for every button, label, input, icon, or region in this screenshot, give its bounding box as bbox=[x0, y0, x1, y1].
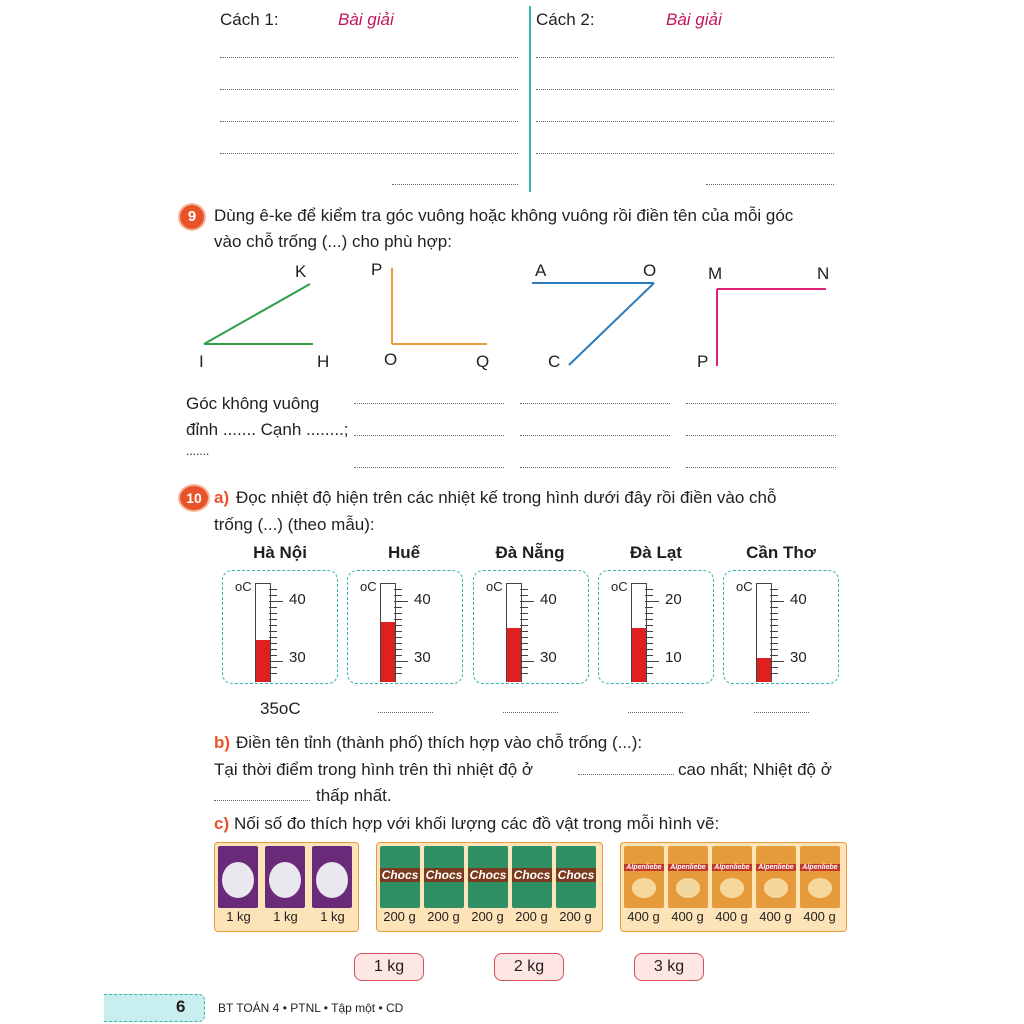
q10-part-b-line1: Điền tên tỉnh (thành phố) thích hợp vào chỗ trống (...): bbox=[236, 733, 643, 752]
column-divider bbox=[529, 6, 531, 192]
brand-label: Alpenliebe bbox=[624, 864, 664, 871]
weight-label: 400 g bbox=[715, 909, 748, 924]
label-n: N bbox=[817, 264, 830, 283]
tick-mark bbox=[269, 655, 277, 656]
tick-mark bbox=[394, 673, 402, 674]
city-ha-noi: Hà Nội bbox=[253, 543, 307, 562]
tick-mark bbox=[269, 643, 277, 644]
tick-mark bbox=[645, 619, 653, 620]
tick-mark bbox=[770, 613, 778, 614]
chocs-pack-icon bbox=[424, 846, 464, 908]
tick-mark bbox=[520, 649, 528, 650]
tick-mark bbox=[269, 673, 277, 674]
tick-mark bbox=[645, 631, 653, 632]
angle-mnp bbox=[717, 289, 826, 366]
label-a: A bbox=[535, 261, 547, 280]
thermometer bbox=[473, 570, 589, 684]
label-o1: O bbox=[384, 350, 398, 369]
q10-part-b-line2b: cao nhất; Nhiệt độ ở bbox=[678, 760, 832, 779]
page-number-tab bbox=[104, 994, 205, 1022]
tick-mark bbox=[770, 631, 778, 632]
tick-mark bbox=[645, 607, 653, 608]
city-can-tho: Cần Thơ bbox=[746, 543, 816, 562]
mercury-level bbox=[632, 628, 646, 682]
lowest-answer-line[interactable] bbox=[214, 800, 310, 801]
highest-answer-line[interactable] bbox=[578, 774, 674, 775]
angle-figures bbox=[180, 255, 860, 380]
q10-part-c-label: c) bbox=[214, 814, 230, 833]
tick-mark bbox=[520, 631, 528, 632]
scale-top-label: 40 bbox=[289, 591, 306, 608]
tick-mark bbox=[645, 625, 653, 626]
mercury-level bbox=[757, 658, 771, 682]
brand-label: Alpenliebe bbox=[668, 864, 708, 871]
tick-mark bbox=[645, 673, 653, 674]
tick-mark bbox=[269, 613, 277, 614]
q9-example-line1: Góc không vuông bbox=[186, 394, 320, 413]
tick-mark bbox=[770, 643, 778, 644]
tick-mark bbox=[520, 667, 528, 668]
tick-mark bbox=[269, 667, 277, 668]
page-number: 6 bbox=[176, 997, 186, 1016]
angle-poq bbox=[392, 268, 487, 344]
rice-bags-group[interactable] bbox=[214, 842, 359, 932]
scale-top-label: 40 bbox=[790, 591, 807, 608]
way1-label: Cách 1: bbox=[220, 10, 279, 29]
unit-label: oC bbox=[235, 579, 252, 594]
label-h: H bbox=[317, 352, 330, 371]
tick-mark bbox=[394, 649, 402, 650]
tick-mark bbox=[394, 595, 402, 596]
tick-mark bbox=[269, 637, 277, 638]
tick-mark bbox=[394, 625, 402, 626]
tick-mark bbox=[645, 661, 659, 662]
tick-mark bbox=[770, 667, 778, 668]
label-o2: O bbox=[643, 261, 657, 280]
brand-label: Alpenliebe bbox=[712, 864, 752, 871]
brand-label: Chocs bbox=[557, 868, 595, 882]
tick-mark bbox=[520, 619, 528, 620]
scale-bottom-label: 30 bbox=[540, 649, 557, 666]
tick-mark bbox=[520, 655, 528, 656]
city-da-nang: Đà Nẵng bbox=[495, 543, 565, 562]
tick-mark bbox=[394, 601, 408, 602]
thermometer bbox=[347, 570, 463, 684]
weight-label: 200 g bbox=[383, 909, 416, 924]
tick-mark bbox=[770, 673, 778, 674]
tick-mark bbox=[394, 655, 402, 656]
q10-part-a-line1: Đọc nhiệt độ hiện trên các nhiệt kế trong hình dưới đây rồi điền vào chỗ bbox=[236, 488, 777, 507]
tick-mark bbox=[394, 661, 408, 662]
tick-mark bbox=[645, 595, 653, 596]
tick-mark bbox=[770, 607, 778, 608]
mercury-level bbox=[256, 640, 270, 682]
q9-text-line1: Dùng ê-ke để kiểm tra góc vuông hoặc không vuông rồi điền tên của mỗi góc bbox=[214, 206, 794, 225]
tick-mark bbox=[269, 595, 277, 596]
brand-label: Chocs bbox=[513, 868, 551, 882]
city-da-lat: Đà Lạt bbox=[630, 543, 682, 562]
tick-mark bbox=[394, 667, 402, 668]
way2-label: Cách 2: bbox=[536, 10, 595, 29]
weight-label: 1 kg bbox=[273, 909, 298, 924]
way1-title: Bài giải bbox=[338, 10, 394, 29]
alpenliebe-pack-icon bbox=[668, 846, 708, 908]
thermometer bbox=[723, 570, 839, 684]
q10-part-b-label: b) bbox=[214, 733, 231, 752]
tick-mark bbox=[394, 619, 402, 620]
tick-mark bbox=[520, 601, 534, 602]
tick-mark bbox=[520, 613, 528, 614]
tick-mark bbox=[520, 595, 528, 596]
alpenliebe-pack-icon bbox=[712, 846, 752, 908]
q9-text-line2: vào chỗ trống (...) cho phù hợp: bbox=[214, 232, 452, 251]
tick-mark bbox=[269, 619, 277, 620]
option-1kg[interactable]: 1 kg bbox=[354, 953, 424, 981]
q10-part-a-line2: trống (...) (theo mẫu): bbox=[214, 515, 375, 534]
tick-mark bbox=[394, 589, 402, 590]
option-2kg[interactable]: 2 kg bbox=[494, 953, 564, 981]
q9-example-line3: ....... bbox=[186, 444, 210, 458]
tick-mark bbox=[645, 589, 653, 590]
tick-mark bbox=[645, 643, 653, 644]
scale-bottom-label: 30 bbox=[289, 649, 306, 666]
scale-bottom-label: 30 bbox=[790, 649, 807, 666]
weight-label: 1 kg bbox=[226, 909, 251, 924]
brand-label: Alpenliebe bbox=[800, 864, 840, 871]
brand-label: Chocs bbox=[381, 868, 419, 882]
thermometer bbox=[598, 570, 714, 684]
tick-mark bbox=[770, 625, 778, 626]
book-title: BT TOÁN 4 • PTNL • Tập một • CD bbox=[218, 1001, 404, 1015]
tick-mark bbox=[520, 673, 528, 674]
label-m: M bbox=[708, 264, 723, 283]
alpenliebe-pack-icon bbox=[756, 846, 796, 908]
q10-part-a-label: a) bbox=[214, 488, 230, 507]
tick-mark bbox=[645, 667, 653, 668]
label-i: I bbox=[199, 352, 204, 371]
unit-label: oC bbox=[611, 579, 628, 594]
q10-part-b-line3: thấp nhất. bbox=[316, 786, 392, 805]
tick-mark bbox=[645, 655, 653, 656]
chocs-pack-icon bbox=[468, 846, 508, 908]
label-k: K bbox=[295, 262, 307, 281]
tick-mark bbox=[269, 607, 277, 608]
label-p1: P bbox=[371, 260, 383, 279]
tick-mark bbox=[269, 601, 283, 602]
tick-mark bbox=[394, 613, 402, 614]
tick-mark bbox=[770, 595, 778, 596]
unit-label: oC bbox=[360, 579, 377, 594]
alpenliebe-group[interactable] bbox=[620, 842, 847, 932]
weight-label: 200 g bbox=[515, 909, 548, 924]
tick-mark bbox=[269, 589, 277, 590]
q9-example-line2: đỉnh ....... Cạnh ........; bbox=[186, 420, 349, 439]
rice-bag-icon bbox=[218, 846, 258, 908]
question-9-badge: 9 bbox=[180, 205, 204, 229]
unit-label: oC bbox=[486, 579, 503, 594]
tick-mark bbox=[645, 649, 653, 650]
label-c: C bbox=[548, 352, 561, 371]
tick-mark bbox=[770, 619, 778, 620]
weight-label: 200 g bbox=[427, 909, 460, 924]
tick-mark bbox=[520, 643, 528, 644]
option-3kg[interactable]: 3 kg bbox=[634, 953, 704, 981]
tick-mark bbox=[770, 589, 778, 590]
chocs-pack-icon bbox=[556, 846, 596, 908]
tick-mark bbox=[269, 625, 277, 626]
question-10-badge: 10 bbox=[180, 486, 208, 510]
angle-kih bbox=[204, 284, 313, 344]
tick-mark bbox=[269, 661, 283, 662]
scale-top-label: 40 bbox=[540, 591, 557, 608]
brand-label: Alpenliebe bbox=[756, 864, 796, 871]
tick-mark bbox=[770, 637, 778, 638]
weight-label: 200 g bbox=[471, 909, 504, 924]
rice-bag-icon bbox=[265, 846, 305, 908]
mercury-level bbox=[507, 628, 521, 682]
tick-mark bbox=[394, 643, 402, 644]
weight-label: 400 g bbox=[627, 909, 660, 924]
sample-answer: 35oC bbox=[260, 699, 301, 718]
mercury-level bbox=[381, 622, 395, 682]
scale-top-label: 20 bbox=[665, 591, 682, 608]
brand-label: Chocs bbox=[425, 868, 463, 882]
tick-mark bbox=[645, 601, 659, 602]
scale-top-label: 40 bbox=[414, 591, 431, 608]
weight-label: 400 g bbox=[759, 909, 792, 924]
tick-mark bbox=[645, 613, 653, 614]
rice-bag-icon bbox=[312, 846, 352, 908]
tick-mark bbox=[520, 589, 528, 590]
weight-label: 400 g bbox=[671, 909, 704, 924]
thermometer bbox=[222, 570, 338, 684]
tick-mark bbox=[770, 649, 778, 650]
tick-mark bbox=[394, 631, 402, 632]
alpenliebe-pack-icon bbox=[800, 846, 840, 908]
chocs-pack-icon bbox=[512, 846, 552, 908]
tick-mark bbox=[520, 607, 528, 608]
tick-mark bbox=[269, 631, 277, 632]
q10-part-b-line2a: Tại thời điểm trong hình trên thì nhiệt độ ở bbox=[214, 760, 534, 779]
weight-label: 1 kg bbox=[320, 909, 345, 924]
chocs-group[interactable] bbox=[376, 842, 603, 932]
tick-mark bbox=[520, 637, 528, 638]
q10-part-c-text: Nối số đo thích hợp với khối lượng các đồ vật trong mỗi hình vẽ: bbox=[234, 814, 720, 833]
tick-mark bbox=[770, 661, 784, 662]
alpenliebe-pack-icon bbox=[624, 846, 664, 908]
weight-label: 200 g bbox=[559, 909, 592, 924]
tick-mark bbox=[269, 649, 277, 650]
city-hue: Huế bbox=[387, 543, 421, 562]
way2-title: Bài giải bbox=[666, 10, 722, 29]
scale-bottom-label: 30 bbox=[414, 649, 431, 666]
tick-mark bbox=[520, 661, 534, 662]
tick-mark bbox=[394, 607, 402, 608]
tick-mark bbox=[394, 637, 402, 638]
scale-bottom-label: 10 bbox=[665, 649, 682, 666]
brand-label: Chocs bbox=[469, 868, 507, 882]
label-p2: P bbox=[697, 352, 709, 371]
label-q: Q bbox=[476, 352, 490, 371]
chocs-pack-icon bbox=[380, 846, 420, 908]
tick-mark bbox=[770, 655, 778, 656]
tick-mark bbox=[645, 637, 653, 638]
tick-mark bbox=[520, 625, 528, 626]
weight-label: 400 g bbox=[803, 909, 836, 924]
unit-label: oC bbox=[736, 579, 753, 594]
tick-mark bbox=[770, 601, 784, 602]
